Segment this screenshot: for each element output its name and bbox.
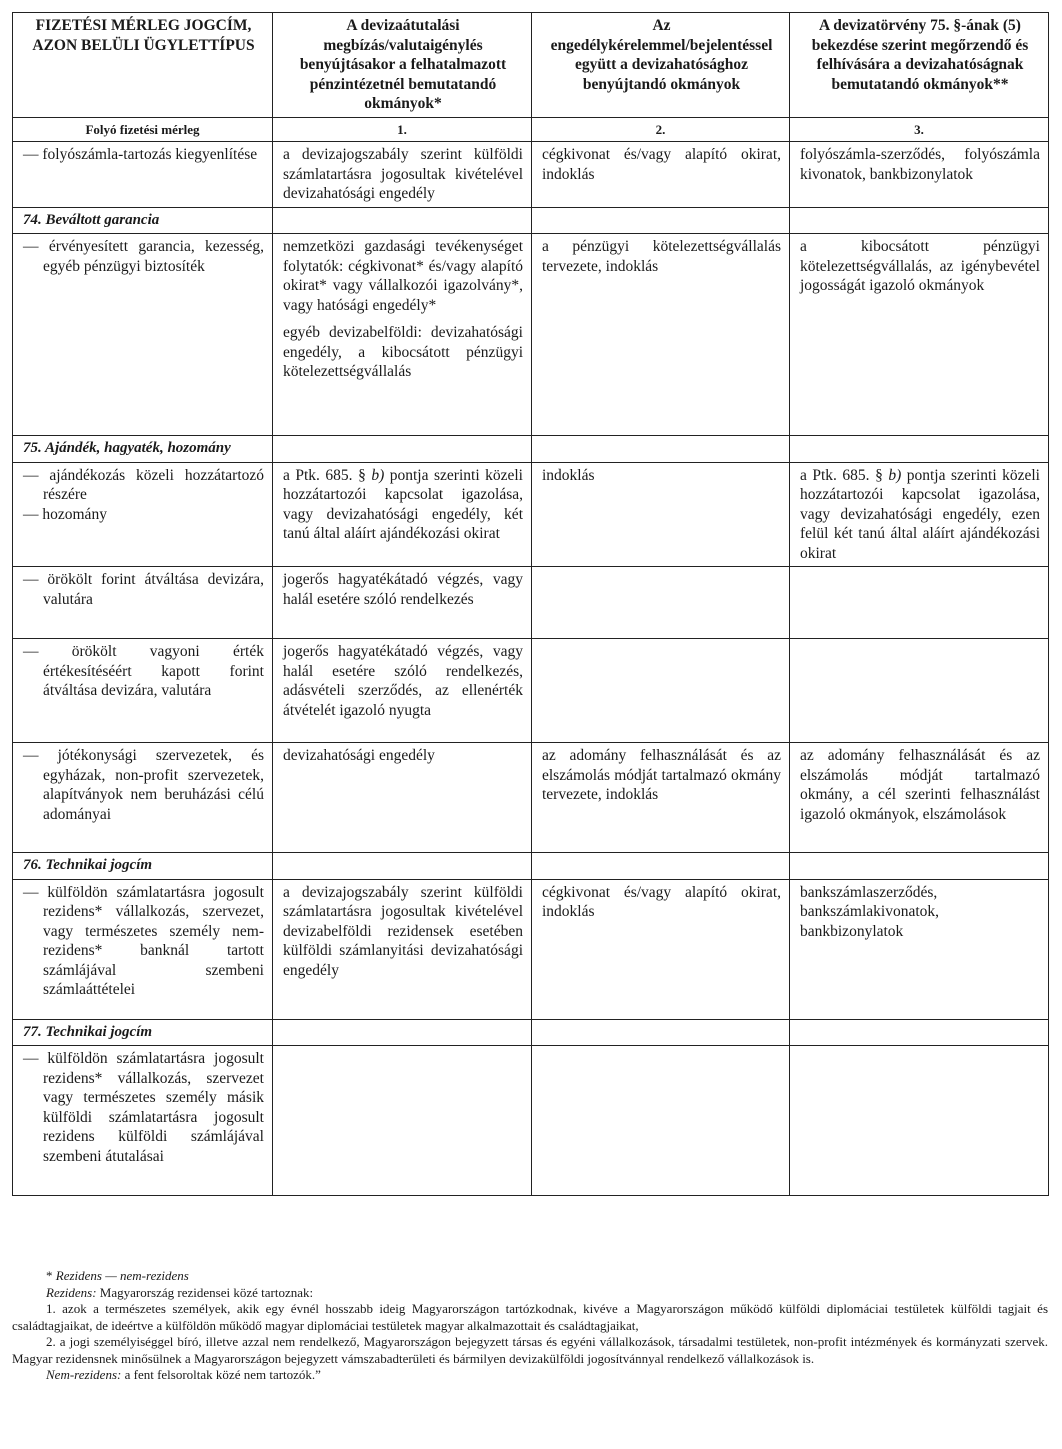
- section-title: 75. Ajándék, hagyaték, hozomány: [13, 436, 273, 463]
- col3-cell: [790, 639, 1049, 743]
- col3-text: a kibocsátott pénzügyi kötelezettségvállalás, az igénybevétel jogosságát igazoló okmányok: [800, 238, 1040, 294]
- row-item-cell: [13, 879, 273, 1019]
- table-row: [13, 462, 1049, 567]
- table-row: [13, 879, 1049, 1019]
- header-col-megorzendo: A devizatörvény 75. §-ának (5) bekezdése szerint megőrzendő és felhívására a devizahatóságnak bemutatandó okmányok**: [790, 13, 1049, 118]
- col2-cell: [532, 639, 790, 743]
- col3-text: [800, 466, 1040, 564]
- ptk-point: b): [371, 466, 385, 484]
- col1-cell: [273, 462, 532, 567]
- col1-text: a devizajogszabály szerint külföldi számlatartásra jogosultak kivételével devizahatósági engedély: [283, 146, 523, 202]
- col3-cell: [790, 142, 1049, 208]
- col3-text: folyószámla-szerződés, folyószámla kivonatok, bankbizonylatok: [800, 146, 1040, 183]
- footnote-star: [12, 1268, 1048, 1285]
- table-row: [13, 234, 1049, 436]
- ptk-ref: a Ptk. 685. §: [283, 466, 372, 484]
- empty-cell: [273, 1019, 532, 1046]
- section-row-77: [13, 1019, 1049, 1046]
- footnote-point-1: 1. azok a természetes személyek, akik egy évnél hosszabb ideig Magyarországon tartózkodnak, kivéve a Magyarországon működő külföldi diplomáciai testületek külföldi tagjait és családtagjaikat, de ideértve a külföldön működő magyar diplomáciai testületek magyar alkalmazottait és családtagjaikat,: [12, 1301, 1048, 1333]
- col3-cell: [790, 234, 1049, 436]
- row-item: — érvényesített garancia, kezesség, egyéb pénzügyi biztosíték: [23, 238, 264, 275]
- rezidens-text: Magyarország rezidensei közé tartoznak:: [96, 1284, 314, 1300]
- row-item: — külföldön számlatartásra jogosult rezidens* vállalkozás, szervezet, vagy természetes személy nem-rezidens* banknál tartott számlájával szembeni számlaáttételei: [23, 883, 264, 998]
- col1-cell: [273, 234, 532, 436]
- row-item: — jótékonysági szervezetek, és egyházak, non-profit szervezetek, alapítványok nem beruházási célú adományai: [23, 747, 264, 823]
- col1-text: devizahatósági engedély: [283, 747, 435, 764]
- footnote-point-2: 2. a jogi személyiséggel bíró, illetve azzal nem rendelkező, Magyarországon bejegyzett társas és egyéni vállalkozások, társadalmi testületek, non-profit intézmények és kormányzati szervek. Magyar rezidensnek minősülnek a Magyarországon bejegyzett vámszabadterületi és bármilyen devizakülföldi jogosítvánnyal rendelkező vállalkozások is.: [12, 1334, 1048, 1366]
- col1-cell: [273, 1046, 532, 1196]
- ptk-rest: pontja szerinti közeli hozzátartozói kapcsolat igazolása, vagy devizahatósági engedély, két tanú által aláírt ajándékozási okirat: [283, 466, 523, 542]
- col3-cell: [790, 567, 1049, 639]
- section-title: 76. Technikai jogcím: [13, 853, 273, 880]
- col1-cell: [273, 639, 532, 743]
- ptk-point: b): [888, 466, 902, 484]
- col3-cell: [790, 743, 1049, 853]
- spacer: [283, 315, 523, 323]
- row-item-cell: [13, 567, 273, 639]
- empty-cell: [273, 436, 532, 463]
- ptk-rest: pontja szerinti közeli hozzátartozói kapcsolat igazolása, vagy devizahatósági engedély, ezen felül két tanú által aláírt ajándékozási okirat: [800, 466, 1040, 562]
- row-item-2: — hozomány: [23, 505, 107, 523]
- col1-text: a devizajogszabály szerint külföldi számlatartásra jogosultak kivételével devizabelföldi rezidensek esetében külföldi számlanyitási devizahatósági engedély: [283, 883, 523, 979]
- col1-text: nemzetközi gazdasági tevékenységet folytatók: cégkivonat* és/vagy alapító okirat* vagy vállalkozói igazolvány*, vagy hatósági engedély*: [283, 238, 523, 314]
- empty-cell: [532, 207, 790, 234]
- section-row-74: [13, 207, 1049, 234]
- footnotes: [12, 1268, 1048, 1384]
- col2-text: indoklás: [542, 466, 595, 484]
- ptk-ref: a Ptk. 685. §: [800, 466, 889, 484]
- empty-cell: [532, 853, 790, 880]
- col1-cell: [273, 879, 532, 1019]
- empty-cell: [532, 1019, 790, 1046]
- col3-text: az adomány felhasználását és az elszámolás módját tartalmazó okmány, a cél szerinti felhasználást igazoló okmányok, elszámolások: [800, 747, 1040, 823]
- table-row: [13, 743, 1049, 853]
- row-item: — ajándékozás közeli hozzátartozó részére: [23, 466, 264, 503]
- rezidens-label: Rezidens:: [46, 1284, 97, 1300]
- col2-text: az adomány felhasználását és az elszámolás módját tartalmazó okmány tervezete, indoklás: [542, 747, 781, 803]
- row-item-cell: [13, 462, 273, 567]
- col2-cell: [532, 743, 790, 853]
- row-item-cell: [13, 743, 273, 853]
- col2-cell: [532, 879, 790, 1019]
- header-col-devizahatosag: Az engedélykérelemmel/bejelentéssel együtt a devizahatósághoz benyújtandó okmányok: [532, 13, 790, 118]
- col3-cell: [790, 1046, 1049, 1196]
- col2-cell: [532, 462, 790, 567]
- section-row-75: [13, 436, 1049, 463]
- header-col-jogcim: FIZETÉSI MÉRLEG JOGCÍM, AZON BELÜLI ÜGYLETTÍPUS: [13, 13, 273, 118]
- row-item-cell: [13, 142, 273, 208]
- column-number-row: [13, 117, 1049, 142]
- section-row-76: [13, 853, 1049, 880]
- col1-text: [283, 466, 523, 544]
- col2-text: cégkivonat és/vagy alapító okirat, indoklás: [542, 883, 781, 920]
- col1-cell: [273, 142, 532, 208]
- table-row: [13, 567, 1049, 639]
- col2-cell: [532, 1046, 790, 1196]
- col1-cell: [273, 567, 532, 639]
- row-item-cell: [13, 1046, 273, 1196]
- row-item-cell: [13, 639, 273, 743]
- empty-cell: [273, 853, 532, 880]
- table-row: [13, 639, 1049, 743]
- empty-cell: [790, 436, 1049, 463]
- nem-rezidens-text: a fent felsoroltak közé nem tartozók.”: [121, 1367, 321, 1382]
- col2-cell: [532, 234, 790, 436]
- row-item: — örökölt forint átváltása devizára, valutára: [23, 571, 264, 608]
- column-number-1: 1.: [273, 117, 532, 142]
- empty-cell: [790, 853, 1049, 880]
- empty-cell: [790, 1019, 1049, 1046]
- table-row: [13, 142, 1049, 208]
- col2-text: a pénzügyi kötelezettségvállalás tervezete, indoklás: [542, 238, 781, 275]
- footnote-star-mark: *: [46, 1268, 56, 1283]
- empty-cell: [273, 207, 532, 234]
- section-title: 74. Beváltott garancia: [13, 207, 273, 234]
- row-item: — külföldön számlatartásra jogosult rezidens* vállalkozás, szervezet vagy természetes személy másik külföldi számlatartásra jogosult rezidens külföldi számlájával szembeni átutalásai: [23, 1050, 264, 1165]
- col3-cell: [790, 879, 1049, 1019]
- col2-text: cégkivonat és/vagy alapító okirat, indoklás: [542, 146, 781, 183]
- header-row: [13, 13, 1049, 118]
- footnote-rezidens: [12, 1285, 1048, 1302]
- col1-text-2: egyéb devizabelföldi: devizahatósági engedély, a kibocsátott pénzügyi kötelezettségvállalás: [283, 324, 523, 380]
- documents-table: [12, 12, 1049, 1196]
- column-number-3: 3.: [790, 117, 1049, 142]
- col3-cell: [790, 462, 1049, 567]
- row-item: — folyószámla-tartozás kiegyenlítése: [23, 146, 258, 163]
- row-item-cell: [13, 234, 273, 436]
- table-row: [13, 1046, 1049, 1196]
- col1-cell: [273, 743, 532, 853]
- header-col-penzintezet: A devizaátutalási megbízás/valutaigénylés benyújtásakor a felhatalmazott pénzintézetnél bemutatandó okmányok*: [273, 13, 532, 118]
- empty-cell: [790, 207, 1049, 234]
- col1-text: jogerős hagyatékátadó végzés, vagy halál esetére szóló rendelkezés: [283, 571, 523, 608]
- column-number-2: 2.: [532, 117, 790, 142]
- col2-cell: [532, 567, 790, 639]
- footnote-star-text: Rezidens — nem-rezidens: [55, 1268, 189, 1283]
- col2-cell: [532, 142, 790, 208]
- folyo-fizetesi-merleg-label: Folyó fizetési mérleg: [13, 117, 273, 142]
- col1-text: jogerős hagyatékátadó végzés, vagy halál esetére szóló rendelkezés, adásvételi szerződés, az ellenérték átvételét igazoló nyugta: [283, 643, 523, 719]
- nem-rezidens-label: Nem-rezidens:: [46, 1367, 122, 1382]
- row-item: — örökölt vagyoni érték értékesítéséért kapott forint átváltása devizára, valutára: [23, 643, 264, 699]
- col3-text: bankszámlaszerződés, bankszámlakivonatok, bankbizonylatok: [800, 883, 940, 940]
- empty-cell: [532, 436, 790, 463]
- footnote-nem-rezidens: [12, 1367, 1048, 1384]
- section-title: 77. Technikai jogcím: [13, 1019, 273, 1046]
